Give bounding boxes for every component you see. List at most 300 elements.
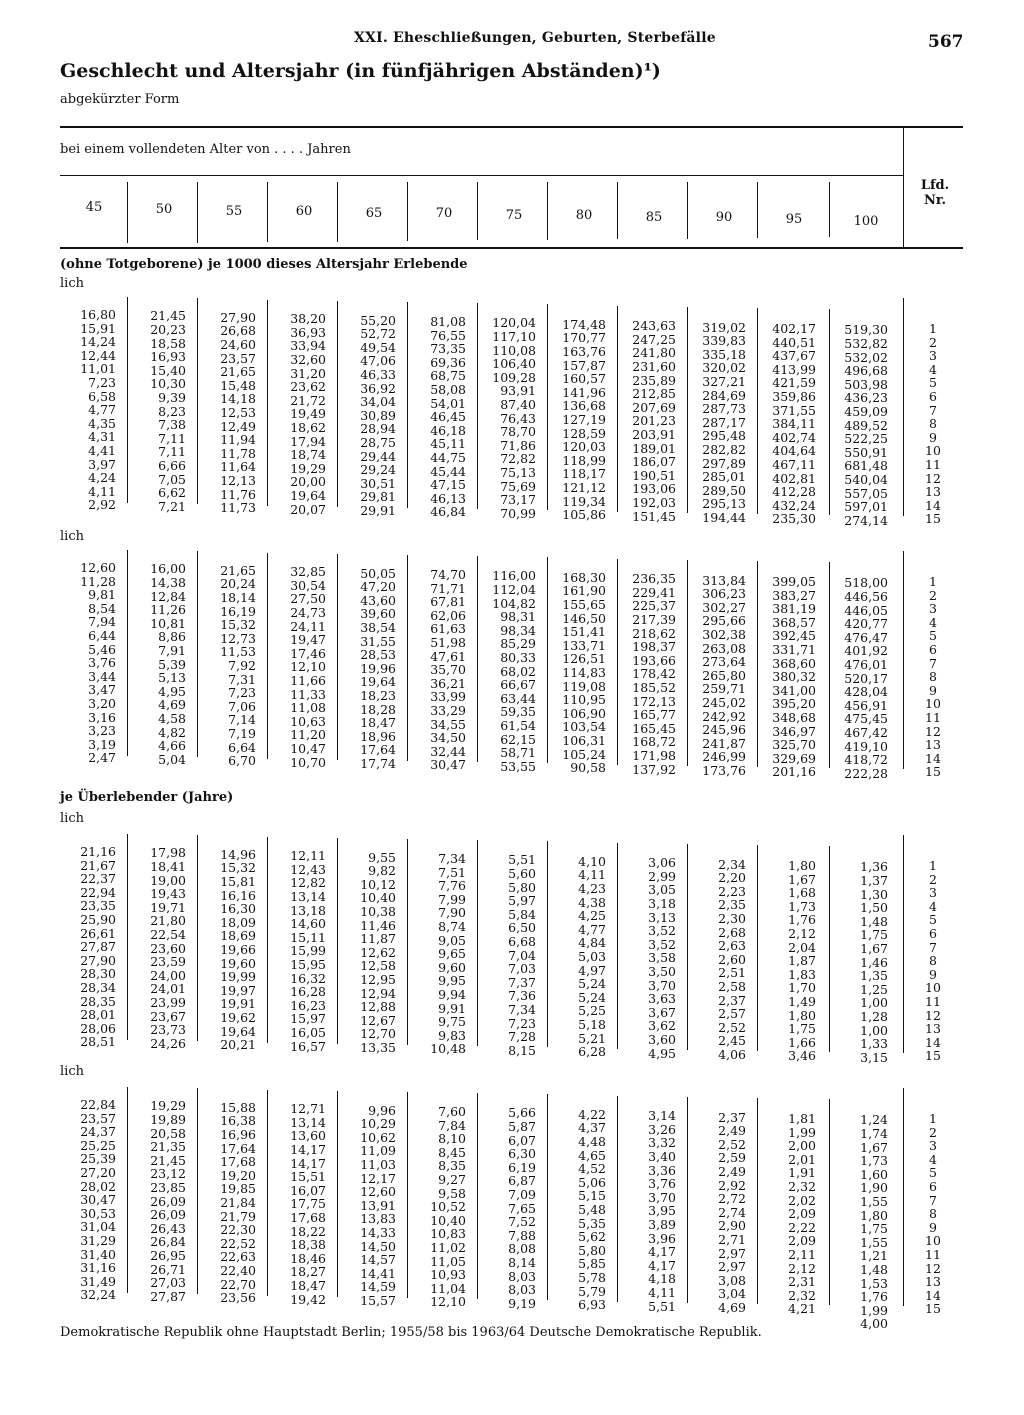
table-cell: 20,23	[150, 321, 186, 337]
table-cell: 5,62	[578, 1229, 606, 1245]
table-cell: 7,06	[228, 698, 256, 714]
table-cell: 14,24	[80, 334, 116, 350]
lfd-number: 7	[929, 1192, 937, 1208]
table-cell: 3,44	[88, 668, 116, 684]
table-cell: 4,95	[158, 683, 186, 699]
table-cell: 21,80	[150, 913, 186, 929]
block-a-column-60	[270, 312, 326, 516]
table-cell: 3,70	[648, 977, 676, 993]
table-cell: 3,50	[648, 963, 676, 979]
lfd-number: 4	[929, 898, 937, 914]
column-divider	[757, 845, 758, 1051]
table-cell: 31,04	[80, 1219, 116, 1235]
table-cell: 335,18	[702, 346, 746, 362]
table-cell: 3,58	[648, 950, 676, 966]
table-cell: 127,19	[562, 411, 606, 427]
table-cell: 14,50	[360, 1238, 396, 1254]
age-header-90: 90	[715, 210, 733, 225]
table-cell: 8,45	[438, 1144, 466, 1160]
table-cell: 2,59	[718, 1150, 746, 1166]
table-cell: 110,95	[562, 692, 606, 708]
header-column-divider	[617, 182, 618, 239]
lfd-number: 12	[925, 1260, 941, 1276]
table-cell: 2,97	[718, 1245, 746, 1261]
lfd-number: 12	[925, 470, 941, 486]
table-cell: 55,20	[360, 312, 396, 328]
lfd-number: 2	[929, 334, 937, 350]
header-column-divider	[829, 182, 830, 237]
lfd-number: 10	[925, 1233, 941, 1249]
table-cell: 368,60	[772, 655, 816, 671]
column-divider	[127, 297, 128, 503]
table-cell: 7,34	[438, 851, 466, 866]
table-cell: 103,54	[562, 719, 606, 735]
table-cell: 302,38	[702, 626, 746, 642]
table-cell: 2,34	[718, 856, 746, 872]
table-cell: 19,29	[290, 460, 326, 476]
table-cell: 287,73	[702, 401, 746, 417]
lfd-number: 14	[925, 750, 941, 766]
table-cell: 11,02	[430, 1239, 466, 1255]
table-cell: 540,04	[844, 471, 888, 487]
table-cell: 10,62	[360, 1129, 396, 1145]
table-cell: 459,09	[844, 403, 888, 419]
block-c-column-95	[760, 859, 816, 1063]
table-cell: 4,17	[648, 1257, 676, 1273]
table-cell: 31,40	[80, 1246, 116, 1262]
table-cell: 20,21	[220, 1037, 256, 1053]
table-cell: 72,82	[500, 451, 536, 467]
table-cell: 212,85	[632, 386, 676, 402]
table-cell: 19,99	[220, 969, 256, 985]
table-cell: 13,18	[290, 902, 326, 918]
table-cell: 7,09	[508, 1186, 536, 1202]
header-column-divider	[757, 182, 758, 238]
table-cell: 2,60	[718, 951, 746, 967]
table-cell: 8,03	[508, 1268, 536, 1284]
table-cell: 5,03	[578, 948, 606, 964]
block-d-column-80	[550, 1108, 606, 1312]
block-b-column-55	[200, 564, 256, 768]
header-column-divider	[267, 182, 268, 242]
table-cell: 28,51	[80, 1034, 116, 1050]
table-cell: 1,37	[860, 872, 888, 888]
table-cell: 19,47	[290, 632, 326, 648]
block-c-column-75	[480, 853, 536, 1057]
lfd-number: 1	[929, 858, 937, 873]
table-cell: 161,90	[562, 583, 606, 599]
table-cell: 12,84	[150, 588, 186, 604]
table-cell: 3,23	[88, 723, 116, 739]
table-cell: 21,45	[150, 308, 186, 324]
table-cell: 2,32	[788, 1287, 816, 1303]
table-cell: 6,87	[508, 1173, 536, 1189]
table-cell: 193,66	[632, 652, 676, 668]
table-cell: 1,67	[860, 1139, 888, 1155]
lfd-number: 4	[929, 614, 937, 630]
block-a-column-45	[60, 308, 116, 512]
rule-under-caption	[60, 175, 903, 176]
table-cell: 5,87	[508, 1118, 536, 1134]
table-cell: 476,47	[844, 629, 888, 645]
table-cell: 19,64	[360, 674, 396, 690]
table-cell: 25,90	[80, 911, 116, 927]
table-cell: 45,11	[430, 436, 466, 452]
table-cell: 5,79	[578, 1283, 606, 1299]
table-cell: 11,20	[290, 727, 326, 743]
table-cell: 21,65	[220, 562, 256, 578]
table-cell: 12,71	[290, 1101, 326, 1117]
table-cell: 21,84	[220, 1194, 256, 1210]
table-cell: 12,58	[360, 958, 396, 974]
table-cell: 66,67	[500, 677, 536, 693]
column-divider	[477, 556, 478, 762]
table-cell: 8,74	[438, 918, 466, 934]
lfd-number: 13	[925, 1274, 941, 1290]
table-cell: 5,66	[508, 1105, 536, 1121]
lfd-number: 3	[929, 1138, 937, 1154]
column-divider	[267, 553, 268, 759]
table-cell: 4,52	[578, 1161, 606, 1177]
table-cell: 11,33	[290, 686, 326, 702]
table-cell: 9,05	[438, 932, 466, 948]
table-cell: 38,20	[290, 311, 326, 327]
table-cell: 404,64	[772, 443, 816, 459]
table-cell: 2,12	[788, 925, 816, 941]
table-cell: 32,85	[290, 564, 326, 580]
table-cell: 18,27	[290, 1264, 326, 1280]
lfd-number: 3	[929, 601, 937, 617]
lfd-number: 2	[929, 871, 937, 887]
table-cell: 2,45	[718, 1033, 746, 1049]
table-cell: 436,23	[844, 390, 888, 406]
column-divider	[547, 557, 548, 763]
table-cell: 3,62	[648, 1018, 676, 1034]
table-cell: 16,80	[80, 307, 116, 322]
table-cell: 23,85	[150, 1179, 186, 1195]
table-cell: 8,08	[508, 1241, 536, 1257]
header-column-divider	[687, 182, 688, 239]
lfd-number: 8	[929, 1206, 937, 1222]
table-cell: 192,03	[632, 494, 676, 510]
table-cell: 4,25	[578, 908, 606, 924]
lfd-number: 10	[925, 443, 941, 459]
block-b-column-60	[270, 565, 326, 769]
table-cell: 19,43	[150, 886, 186, 902]
table-cell: 58,71	[500, 745, 536, 761]
table-cell: 5,25	[578, 1003, 606, 1019]
table-cell: 16,28	[290, 984, 326, 1000]
table-cell: 15,57	[360, 1292, 396, 1308]
table-cell: 14,17	[290, 1155, 326, 1171]
lfd-header	[906, 178, 964, 208]
table-cell: 13,35	[360, 1039, 396, 1055]
table-cell: 2,52	[718, 1136, 746, 1152]
lfd-number: 10	[925, 980, 941, 996]
table-cell: 241,87	[702, 735, 746, 751]
lfd-number: 8	[929, 953, 937, 969]
table-cell: 2,00	[788, 1138, 816, 1154]
table-cell: 222,28	[844, 765, 888, 781]
table-cell: 17,64	[360, 742, 396, 758]
table-cell: 467,11	[772, 456, 816, 472]
table-cell: 23,73	[150, 1022, 186, 1038]
table-cell: 7,99	[438, 891, 466, 907]
table-cell: 194,44	[702, 509, 746, 525]
table-cell: 19,49	[290, 406, 326, 422]
table-cell: 7,60	[438, 1104, 466, 1119]
table-cell: 5,80	[508, 879, 536, 895]
table-cell: 32,24	[80, 1287, 116, 1303]
table-cell: 4,00	[860, 1316, 888, 1332]
table-cell: 45,44	[430, 463, 466, 479]
block-c-column-85	[620, 856, 676, 1060]
table-cell: 81,08	[430, 314, 466, 329]
column-divider	[757, 1098, 758, 1304]
age-header-85: 85	[645, 210, 663, 225]
table-cell: 34,50	[430, 730, 466, 746]
table-cell: 1,35	[860, 968, 888, 984]
table-cell: 2,52	[718, 1019, 746, 1035]
lfd-number: 9	[929, 1219, 937, 1235]
table-cell: 7,11	[158, 430, 186, 446]
table-cell: 2,49	[718, 1163, 746, 1179]
table-cell: 106,90	[562, 705, 606, 721]
table-cell: 49,54	[360, 339, 396, 355]
table-cell: 6,64	[228, 739, 256, 755]
table-cell: 1,49	[788, 993, 816, 1009]
table-cell: 2,57	[718, 1006, 746, 1022]
table-cell: 7,38	[158, 417, 186, 433]
lfd-number: 5	[929, 375, 937, 391]
table-cell: 106,40	[492, 356, 536, 372]
lfd-number: 4	[929, 1151, 937, 1167]
table-cell: 21,67	[80, 857, 116, 873]
blockD-label: lich	[60, 1064, 84, 1079]
table-cell: 341,00	[772, 682, 816, 698]
table-cell: 21,35	[150, 1139, 186, 1155]
table-cell: 7,19	[228, 725, 256, 741]
table-cell: 21,16	[80, 844, 116, 859]
table-cell: 9,94	[438, 986, 466, 1002]
table-cell: 163,76	[562, 343, 606, 359]
table-cell: 401,92	[844, 643, 888, 659]
table-cell: 2,37	[718, 1109, 746, 1125]
table-cell: 446,56	[844, 588, 888, 604]
header-column-divider	[547, 182, 548, 240]
table-cell: 10,12	[360, 876, 396, 892]
table-cell: 15,97	[290, 1011, 326, 1027]
table-cell: 9,95	[438, 973, 466, 989]
table-cell: 21,79	[220, 1208, 256, 1224]
column-divider	[547, 1094, 548, 1300]
column-divider	[477, 1093, 478, 1299]
table-cell: 8,86	[158, 629, 186, 645]
table-cell: 4,65	[578, 1147, 606, 1163]
table-cell: 4,18	[648, 1271, 676, 1287]
table-cell: 7,90	[438, 905, 466, 921]
table-cell: 32,60	[290, 351, 326, 367]
table-cell: 26,71	[150, 1261, 186, 1277]
table-cell: 12,11	[290, 848, 326, 864]
column-divider	[197, 835, 198, 1041]
column-divider	[337, 554, 338, 760]
table-cell: 16,16	[220, 887, 256, 903]
table-cell: 14,96	[220, 846, 256, 862]
table-cell: 10,63	[290, 713, 326, 729]
table-cell: 26,95	[150, 1247, 186, 1263]
block-c-column-60	[270, 849, 326, 1053]
table-cell: 14,18	[220, 391, 256, 407]
table-cell: 15,95	[290, 956, 326, 972]
table-cell: 73,17	[500, 492, 536, 508]
table-cell: 15,32	[220, 860, 256, 876]
table-cell: 31,20	[290, 365, 326, 381]
lfd-number: 5	[929, 1165, 937, 1181]
table-cell: 104,82	[492, 595, 536, 611]
table-cell: 1,99	[788, 1124, 816, 1140]
table-cell: 2,12	[788, 1260, 816, 1276]
table-cell: 381,19	[772, 601, 816, 617]
table-cell: 27,90	[80, 952, 116, 968]
table-cell: 3,20	[88, 695, 116, 711]
table-cell: 76,55	[430, 327, 466, 343]
table-cell: 10,30	[150, 376, 186, 392]
block-d-column-50	[130, 1099, 186, 1303]
column-divider	[337, 301, 338, 507]
table-cell: 28,53	[360, 647, 396, 663]
table-cell: 5,04	[158, 751, 186, 767]
table-cell: 19,89	[150, 1111, 186, 1127]
rule-top	[60, 126, 963, 128]
table-cell: 19,64	[220, 1023, 256, 1039]
block-b-column-100	[832, 576, 888, 780]
table-cell: 18,41	[150, 858, 186, 874]
table-cell: 348,68	[772, 709, 816, 725]
table-cell: 28,30	[80, 966, 116, 982]
table-cell: 118,99	[562, 452, 606, 468]
table-cell: 11,76	[220, 486, 256, 502]
table-cell: 2,37	[718, 992, 746, 1008]
table-cell: 46,13	[430, 490, 466, 506]
table-cell: 10,83	[430, 1226, 466, 1242]
table-cell: 2,90	[718, 1218, 746, 1234]
table-cell: 114,83	[562, 664, 606, 680]
table-cell: 62,06	[430, 607, 466, 623]
table-cell: 8,03	[508, 1282, 536, 1298]
column-divider	[757, 308, 758, 514]
table-cell: 23,59	[150, 954, 186, 970]
lfd-number: 1	[929, 321, 937, 336]
table-cell: 3,63	[648, 991, 676, 1007]
table-cell: 28,02	[80, 1178, 116, 1194]
table-cell: 7,21	[158, 498, 186, 514]
lfd-number-column	[918, 859, 948, 1063]
table-cell: 30,47	[80, 1192, 116, 1208]
table-cell: 18,58	[150, 335, 186, 351]
table-cell: 7,14	[228, 712, 256, 728]
table-cell: 4,77	[88, 402, 116, 418]
column-divider	[617, 559, 618, 765]
block-d-column-100	[832, 1113, 888, 1331]
table-cell: 18,23	[360, 687, 396, 703]
lfd-number: 11	[925, 709, 941, 725]
block-d-column-70	[410, 1105, 466, 1309]
lfd-number: 7	[929, 402, 937, 418]
table-cell: 4,10	[578, 853, 606, 869]
table-cell: 2,58	[718, 978, 746, 994]
table-cell: 19,66	[220, 941, 256, 957]
table-cell: 14,33	[360, 1224, 396, 1240]
table-cell: 31,55	[360, 633, 396, 649]
table-cell: 18,28	[360, 701, 396, 717]
table-cell: 28,34	[80, 979, 116, 995]
lfd-number: 6	[929, 641, 937, 657]
column-divider	[127, 834, 128, 1040]
table-cell: 19,20	[220, 1167, 256, 1183]
table-cell: 3,97	[88, 456, 116, 472]
table-cell: 5,21	[578, 1030, 606, 1046]
table-cell: 10,70	[290, 754, 326, 770]
table-cell: 4,11	[88, 483, 116, 499]
table-cell: 319,02	[702, 319, 746, 335]
table-cell: 20,07	[290, 501, 326, 517]
table-cell: 3,06	[648, 855, 676, 871]
lfd-number: 7	[929, 655, 937, 671]
table-cell: 36,93	[290, 324, 326, 340]
table-cell: 263,08	[702, 640, 746, 656]
table-cell: 31,29	[80, 1232, 116, 1248]
table-cell: 339,83	[702, 333, 746, 349]
table-cell: 325,70	[772, 737, 816, 753]
table-cell: 62,15	[500, 731, 536, 747]
lfd-number: 13	[925, 737, 941, 753]
table-cell: 7,23	[88, 374, 116, 390]
header-column-divider	[407, 182, 408, 241]
table-cell: 1,80	[788, 858, 816, 873]
table-cell: 2,09	[788, 1206, 816, 1222]
table-cell: 235,30	[772, 511, 816, 527]
table-cell: 4,69	[718, 1299, 746, 1315]
lfd-number: 9	[929, 966, 937, 982]
table-cell: 2,72	[718, 1191, 746, 1207]
table-cell: 7,52	[508, 1214, 536, 1230]
table-cell: 5,60	[508, 865, 536, 881]
table-cell: 1,83	[788, 966, 816, 982]
table-cell: 11,09	[360, 1143, 396, 1159]
table-cell: 1,33	[860, 1036, 888, 1052]
lfd-number: 2	[929, 587, 937, 603]
table-cell: 3,52	[648, 936, 676, 952]
table-cell: 413,99	[772, 361, 816, 377]
block-b-column-80	[550, 571, 606, 775]
table-cell: 16,96	[220, 1126, 256, 1142]
table-cell: 6,68	[508, 933, 536, 949]
table-cell: 243,63	[632, 318, 676, 334]
table-cell: 3,67	[648, 1004, 676, 1020]
table-cell: 31,49	[80, 1273, 116, 1289]
table-cell: 4,22	[578, 1106, 606, 1122]
table-cell: 22,84	[80, 1097, 116, 1112]
column-divider	[829, 1099, 830, 1305]
block-b-column-95	[760, 575, 816, 779]
table-cell: 13,83	[360, 1211, 396, 1227]
lfd-number: 14	[925, 497, 941, 513]
table-cell: 26,61	[80, 925, 116, 941]
table-cell: 22,30	[220, 1222, 256, 1238]
table-cell: 165,45	[632, 720, 676, 736]
table-cell: 306,23	[702, 586, 746, 602]
